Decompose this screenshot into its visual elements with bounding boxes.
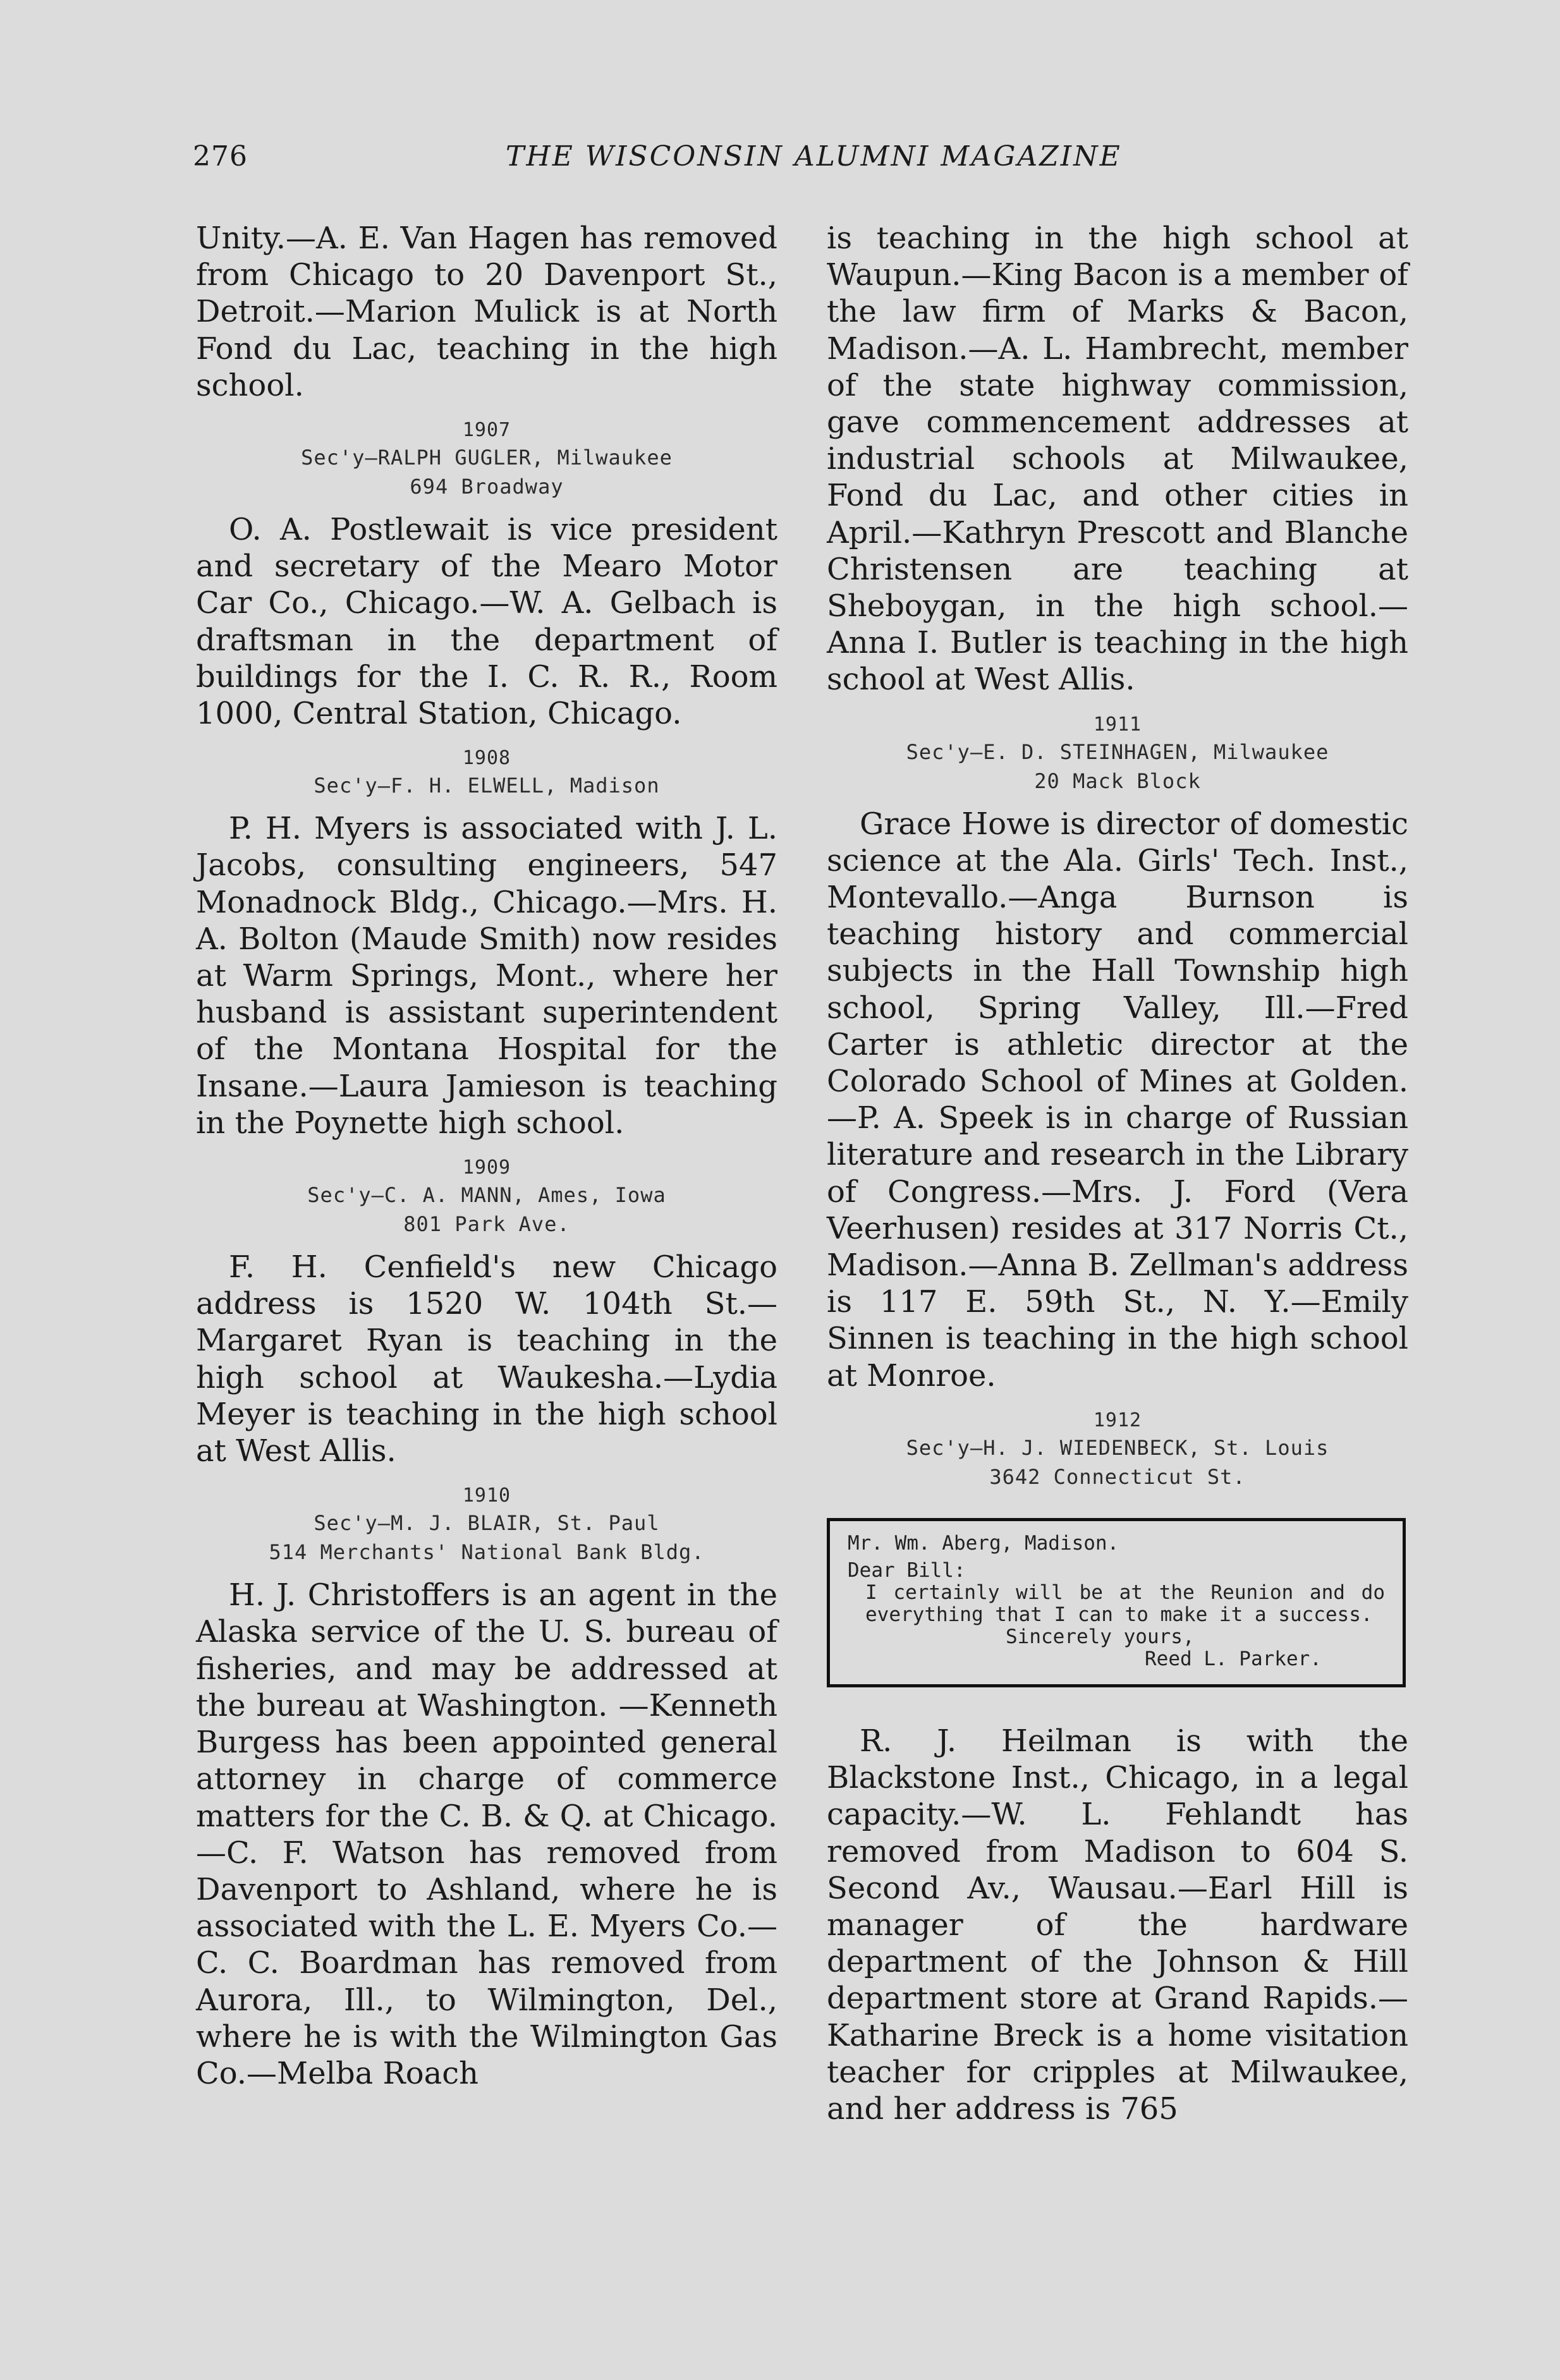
class-secretary: Sec'y—F. H. ELWELL, Madison <box>314 774 660 798</box>
class-1910-section <box>196 1483 777 2092</box>
class-1908-section <box>196 746 777 1141</box>
class-year: 1912 <box>1093 1409 1142 1431</box>
letter-body: I certainly will be at the Reunion and do everything that I can to make it a success. <box>865 1581 1385 1626</box>
class-notes: H. J. Christoffers is an agent in the Alaska service of the U. S. bureau of fisheries, and may be addressed at the bureau at Washington. —Kenneth Burgess has been appointed general attorney in charge of commerce matters for the C. B. & Q. at Chicago.—C. F. Watson has removed from Davenport to Ashland, where he is associated with the L. E. Myers Co.—C. C. Boardman has removed from Aurora, Ill., to Wilmington, Del., where he is with the Wilmington Gas Co.—Melba Roach <box>196 1577 777 2091</box>
class-secretary: Sec'y—RALPH GUGLER, Milwaukee <box>301 446 673 470</box>
class-notes: Grace Howe is director of domestic science at the Ala. Girls' Tech. Inst., Montevallo.—Anga Burnson is teaching history and commercial subjects in the Hall Township high school, Spring Valley, Ill.—Fred Carter is athletic director at the Colorado School of Mines at Golden.—P. A. Speek is in charge of Russian literature and research in the Library of Congress.—Mrs. J. Ford (Vera Veerhusen) resides at 317 Norris Ct., Madison.—Anna B. Zellman's address is 117 E. 59th St., N. Y.—Emily Sinnen is teaching in the high school at Monroe. <box>827 806 1408 1393</box>
unity-paragraph: Unity.—A. E. Van Hagen has removed from Chicago to 20 Davenport St., Detroit.—Marion Mulick is at North Fond du Lac, teaching in the high school. <box>196 221 777 403</box>
class-year: 1907 <box>462 419 511 442</box>
class-notes: P. H. Myers is associated with J. L. Jacobs, consulting engineers, 547 Monadnock Bldg., Chicago.—Mrs. H. A. Bolton (Maude Smith) now resides at Warm Springs, Mont., where her husband is assistant superintendent of the Montana Hospital for the Insane.—Laura Jamieson is teaching in the Poynette high school. <box>196 811 777 1141</box>
reunion-letter-box <box>827 1518 1406 1687</box>
class-secretary: Sec'y—M. J. BLAIR, St. Paul <box>314 1511 660 1536</box>
class-1912-section <box>827 1408 1408 2127</box>
class-notes: F. H. Cenfield's new Chicago address is 1520 W. 104th St.—Margaret Ryan is teaching in the high school at Waukesha.—Lydia Meyer is teaching in the high school at West Allis. <box>196 1249 777 1469</box>
class-address: 694 Broadway <box>410 475 564 499</box>
class-address: 514 Merchants' National Bank Bldg. <box>269 1540 705 1565</box>
class-year: 1909 <box>462 1157 511 1179</box>
right-column <box>827 220 1408 2127</box>
class-1907-section <box>196 418 777 732</box>
page-header <box>0 140 1560 178</box>
class-year: 1908 <box>462 747 511 770</box>
running-title: THE WISCONSIN ALUMNI MAGAZINE <box>506 140 1122 173</box>
class-1911-section <box>827 712 1408 1394</box>
class-address: 3642 Connecticut St. <box>989 1464 1246 1489</box>
class-notes: O. A. Postlewait is vice president and secretary of the Mearo Motor Car Co., Chicago.—W. A. Gelbach is draftsman in the department of buildings for the I. C. R. R., Room 1000, Central Station, Chicago. <box>196 512 777 732</box>
class-1909-section <box>196 1155 777 1469</box>
left-column <box>196 220 777 2092</box>
class-secretary: Sec'y—C. A. MANN, Ames, Iowa <box>307 1183 666 1208</box>
class-address: 20 Mack Block <box>1034 768 1201 793</box>
class-secretary: Sec'y—E. D. STEINHAGEN, Milwaukee <box>906 739 1329 764</box>
class-year: 1910 <box>462 1484 511 1507</box>
letter-greeting: Dear Bill: <box>848 1558 966 1582</box>
letter-recipient: Mr. Wm. Aberg, Madison. <box>848 1531 1119 1555</box>
class-address: 801 Park Ave. <box>403 1212 570 1237</box>
page-number: 276 <box>193 140 248 173</box>
continued-paragraph: is teaching in the high school at Waupun.—King Bacon is a member of the law firm of Marks & Bacon, Madison.—A. L. Hambrecht, member of the state highway commission, gave commencement addresses at industrial schools at Milwaukee, Fond du Lac, and other cities in April.—Kathryn Prescott and Blanche Christensen are teaching at Sheboygan, in the high school.—Anna I. Butler is teaching in the high school at West Allis. <box>827 221 1408 698</box>
letter-signature: Reed L. Parker. <box>1145 1647 1322 1670</box>
class-secretary: Sec'y—H. J. WIEDENBECK, St. Louis <box>906 1435 1329 1460</box>
class-year: 1911 <box>1093 713 1142 736</box>
class-notes: R. J. Heilman is with the Blackstone Inst., Chicago, in a legal capacity.—W. L. Fehlandt has removed from Madison to 604 S. Second Av., Wausau.—Earl Hill is manager of the hardware department of the Johnson & Hill department store at Grand Rapids.—Katharine Breck is a home visitation teacher for cripples at Milwaukee, and her address is 765 <box>827 1723 1408 2127</box>
letter-closing: Sincerely yours, <box>1006 1625 1195 1648</box>
